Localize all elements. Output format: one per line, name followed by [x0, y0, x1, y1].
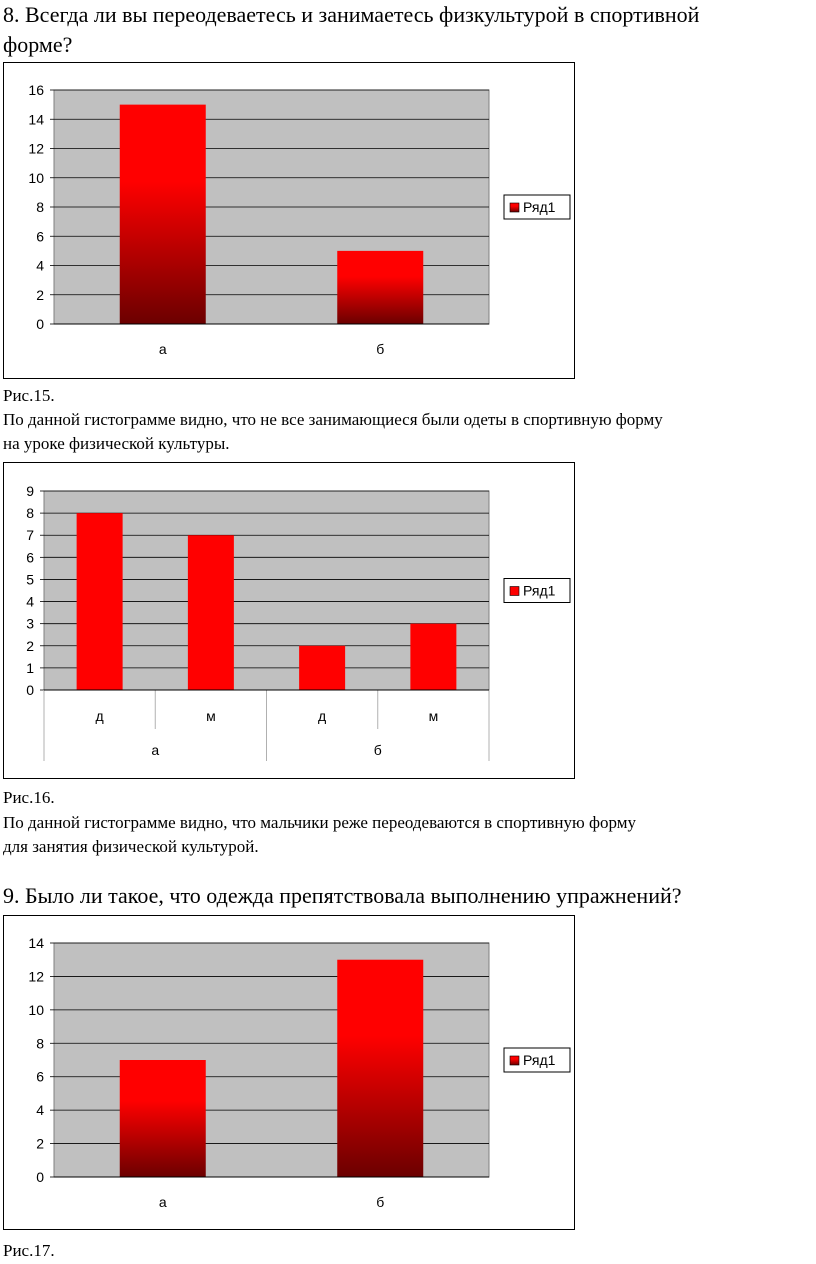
legend-label: Ряд1 — [523, 199, 556, 215]
y-tick-label: 7 — [26, 527, 34, 544]
y-tick-label: 12 — [28, 968, 44, 985]
x-tick-label: м — [206, 708, 216, 724]
legend-label: Ряд1 — [523, 582, 556, 599]
bar — [337, 251, 423, 324]
y-tick-label: 4 — [26, 593, 34, 610]
legend-swatch — [510, 587, 519, 596]
legend-swatch — [510, 203, 519, 212]
x-tick-label: м — [428, 708, 439, 724]
chart-fig15-svg — [4, 63, 574, 378]
y-tick-label: 3 — [26, 615, 34, 632]
y-tick-label: 10 — [28, 1001, 44, 1018]
chart-fig16 — [3, 462, 575, 779]
y-tick-label: 6 — [36, 1068, 44, 1085]
legend-label: Ряд1 — [523, 1052, 556, 1068]
y-tick-label: 6 — [26, 549, 34, 566]
question-8-line-2: форме? — [3, 32, 73, 57]
bar — [410, 624, 456, 690]
legend — [504, 195, 570, 219]
bar — [299, 646, 345, 690]
y-tick-label: 16 — [28, 82, 44, 98]
legend — [504, 1048, 570, 1072]
caption-fig15: Рис.15. — [3, 386, 55, 405]
group-label: а — [151, 742, 160, 758]
chart-fig15 — [3, 62, 575, 379]
x-tick-label: б — [376, 1194, 385, 1210]
group-label: б — [373, 742, 382, 758]
chart-fig16-svg — [4, 463, 574, 778]
text-fig16-line-1: По данной гистограмме видно, что мальчики реже переодеваются в спортивную форму — [3, 813, 636, 832]
plot-area — [54, 943, 489, 1177]
y-tick-label: 14 — [28, 935, 44, 951]
y-tick-label: 4 — [36, 257, 44, 274]
bar — [120, 1060, 206, 1177]
question-9: 9. Было ли такое, что одежда препятствовала выполнению упражнений? — [3, 883, 682, 908]
text-fig16-line-2: для занятия физической культурой. — [3, 837, 259, 856]
y-tick-label: 4 — [36, 1102, 44, 1119]
question-8-line-1: 8. Всегда ли вы переодеваетесь и занимаетесь физкультурой в спортивной — [3, 2, 700, 27]
y-tick-label: 9 — [26, 483, 34, 499]
y-tick-label: 6 — [36, 228, 44, 245]
y-tick-label: 12 — [28, 140, 44, 157]
y-tick-label: 0 — [36, 1169, 44, 1185]
y-tick-label: 0 — [26, 682, 34, 698]
y-tick-label: 8 — [36, 199, 44, 215]
x-tick-label: а — [158, 1194, 167, 1210]
y-tick-label: 14 — [28, 111, 44, 128]
caption-fig17: Рис.17. — [3, 1241, 55, 1260]
y-tick-label: 8 — [36, 1035, 44, 1052]
text-fig15-line-1: По данной гистограмме видно, что не все занимающиеся были одеты в спортивную форму — [3, 410, 663, 429]
bar — [120, 105, 206, 324]
x-tick-label: д — [318, 708, 327, 724]
y-tick-label: 8 — [26, 505, 34, 522]
legend — [504, 579, 570, 603]
legend-swatch — [510, 1056, 519, 1065]
text-fig15-line-2: на уроке физической культуры. — [3, 434, 230, 453]
bar — [188, 535, 234, 690]
x-tick-label: а — [158, 341, 167, 357]
y-tick-label: 2 — [36, 1135, 44, 1152]
chart-fig17-svg — [4, 916, 574, 1229]
y-tick-label: 1 — [26, 659, 34, 676]
y-tick-label: 2 — [26, 637, 34, 654]
x-tick-label: б — [376, 341, 385, 357]
x-tick-label: д — [95, 708, 104, 724]
bar — [337, 960, 423, 1177]
y-tick-label: 10 — [28, 169, 44, 186]
bar — [77, 513, 123, 690]
y-tick-label: 2 — [36, 286, 44, 303]
caption-fig16: Рис.16. — [3, 788, 55, 807]
y-tick-label: 5 — [26, 571, 34, 588]
chart-fig17 — [3, 915, 575, 1230]
y-tick-label: 0 — [36, 316, 44, 332]
